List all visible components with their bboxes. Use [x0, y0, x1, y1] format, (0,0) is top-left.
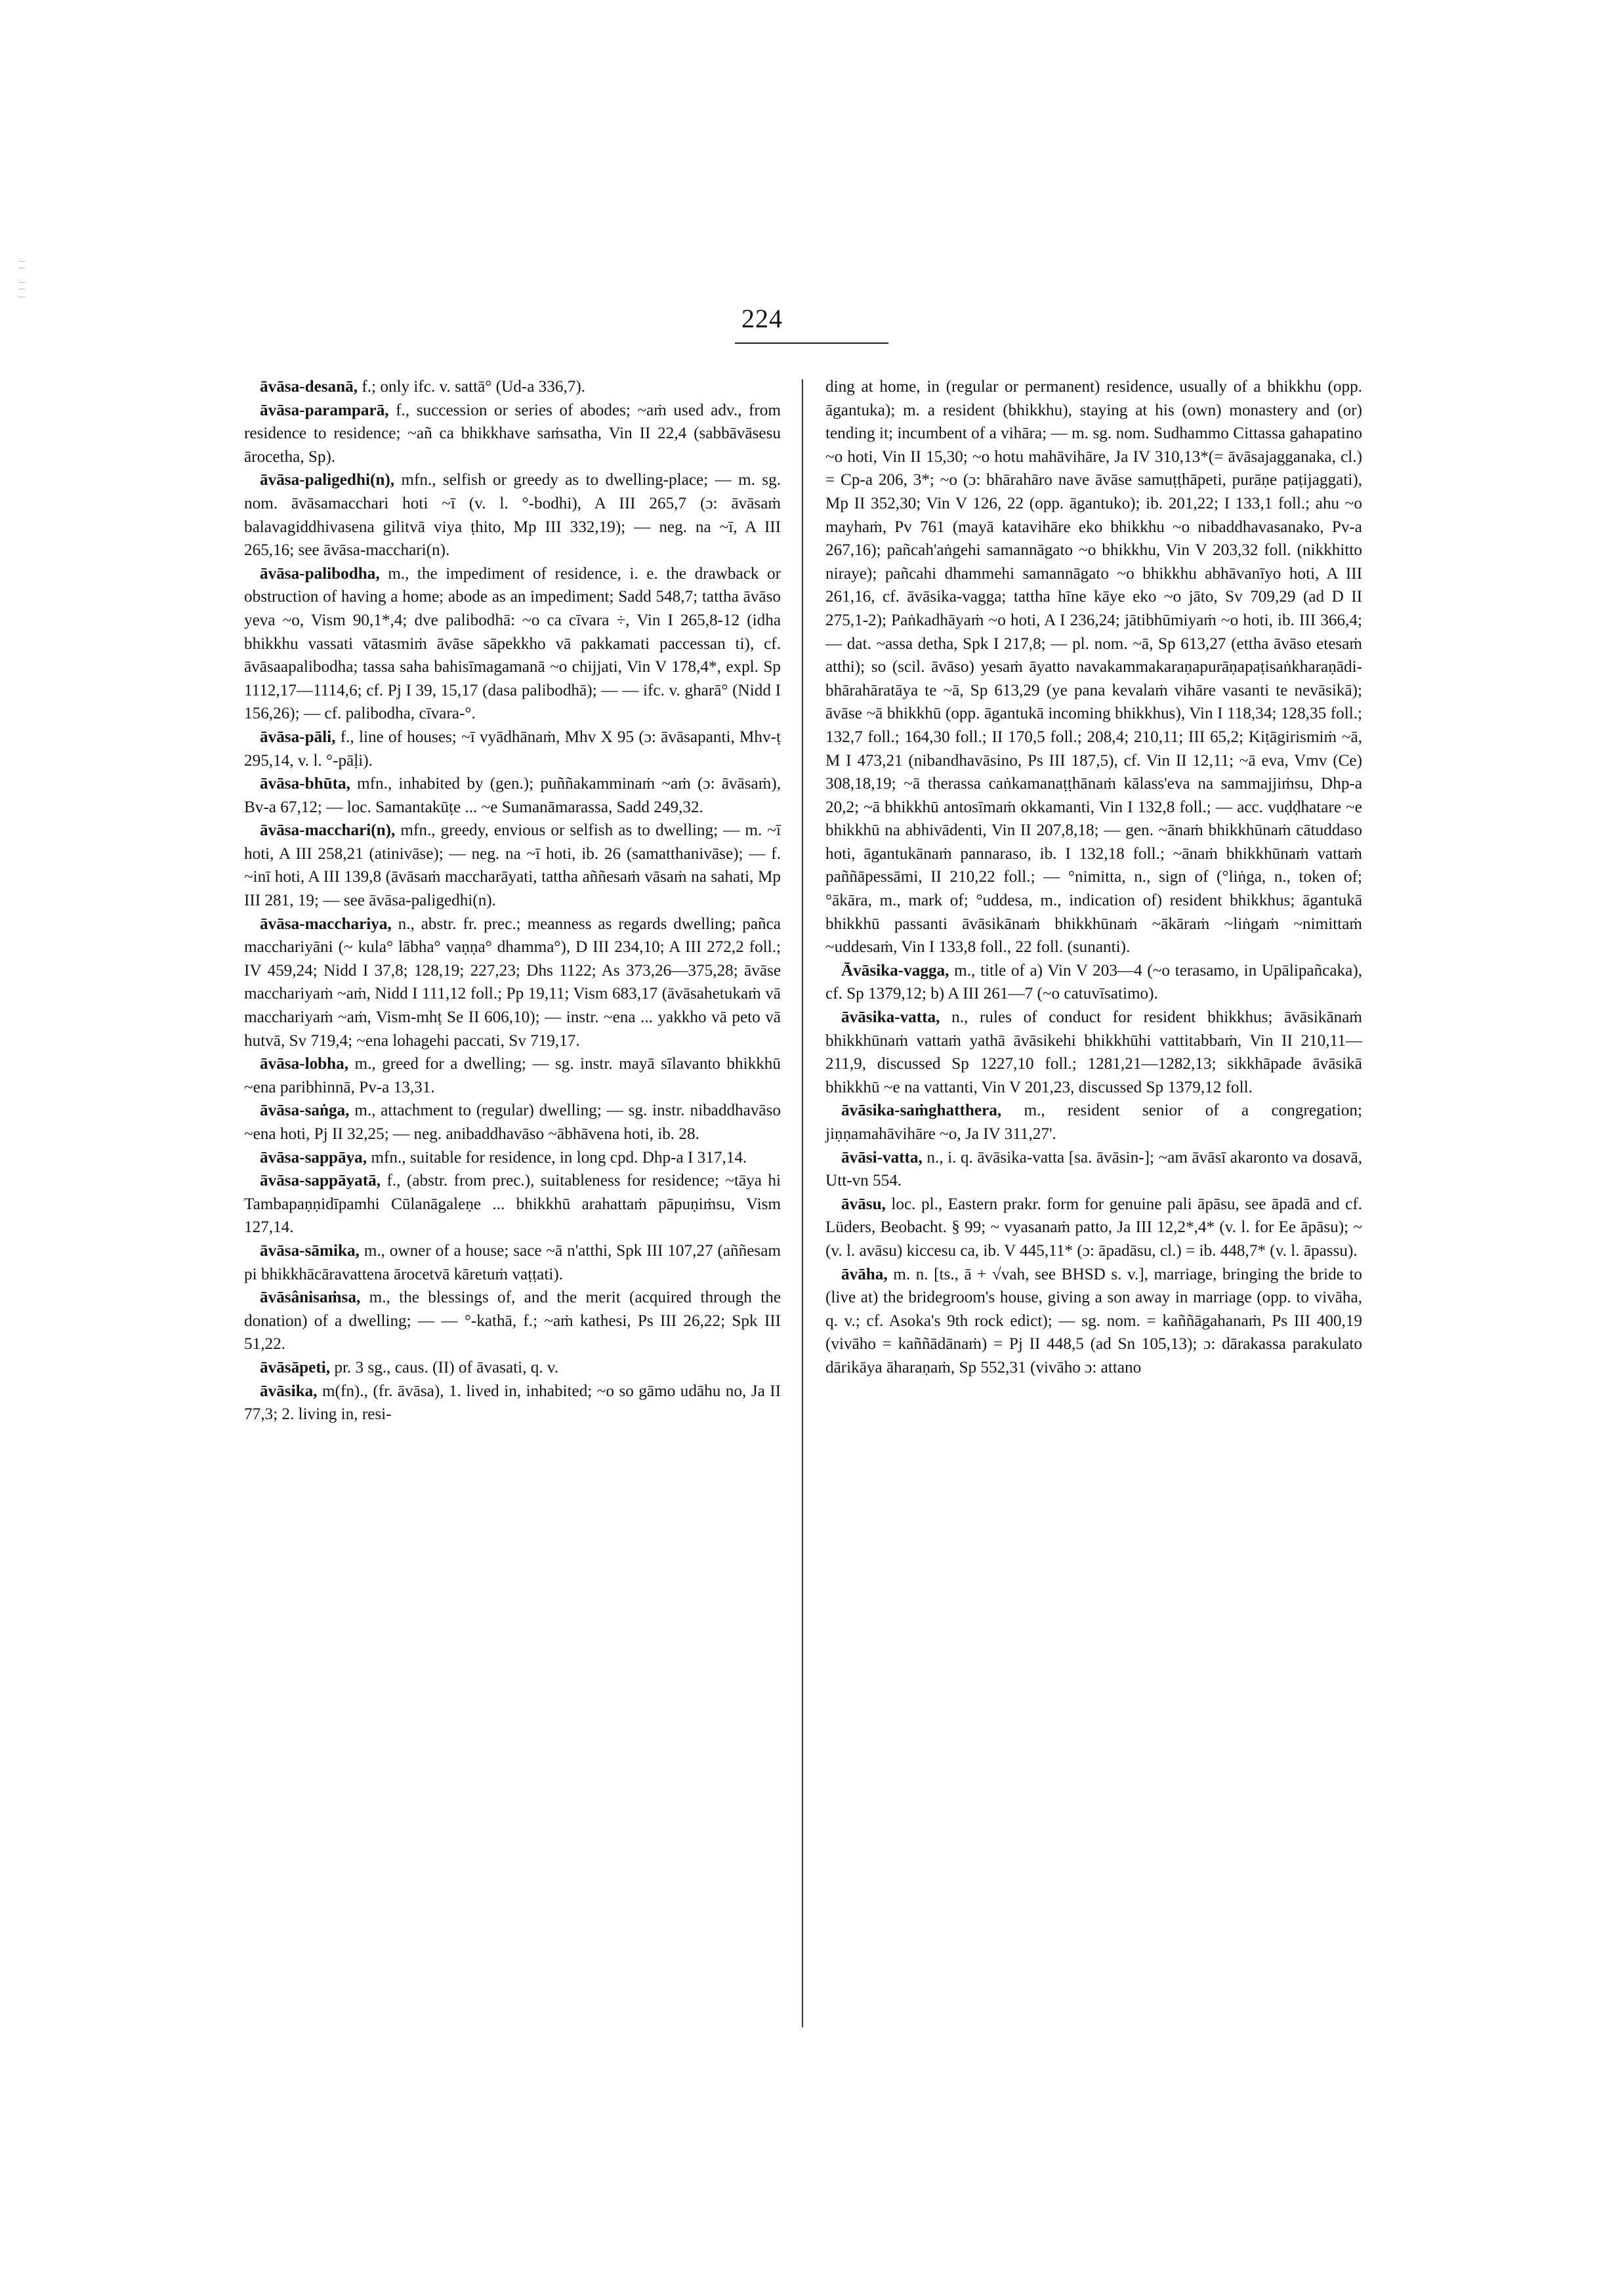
entry-headword: āvāsi-vatta,: [841, 1148, 923, 1167]
dictionary-entry: [244, 1286, 781, 1356]
entry-text: mfn., selfish or greedy as to dwelling-place; — m. sg. nom. āvāsamacchari hoti ~ī (v. l. °-bodhi), A III 265,7 (ɔ: āvāsaṁ balavagiddhivasena gilitvā viya ṭhito, Mp III 332,19); — neg. na ~ī, A III 265,16; see āvāsa-macchari(n).: [244, 471, 781, 560]
entry-text: n., i. q. āvāsika-vatta [sa. āvāsin-]; ~am āvāsī akaronto va dosavā, Utt-vn 554.: [825, 1148, 1362, 1190]
dictionary-entry: [825, 1193, 1362, 1263]
entry-headword: āvāha,: [841, 1265, 888, 1283]
entry-headword: āvāsa-paligedhi(n),: [260, 471, 395, 489]
dictionary-entry: [244, 772, 781, 819]
dictionary-entry: [244, 1052, 781, 1099]
entry-headword: āvāsu,: [841, 1195, 886, 1213]
entry-headword: āvāsa-saṅga,: [260, 1102, 350, 1120]
dictionary-entry: [825, 959, 1362, 1006]
entry-headword: āvāsa-sappāya,: [260, 1148, 367, 1167]
entry-headword: āvāsa-palibodha,: [260, 564, 380, 583]
entry-text: f., line of houses; ~ī vyādhānaṁ, Mhv X 95 (ɔ: āvāsapanti, Mhv-ṭ 295,14, v. l. °-pāḷi).: [244, 728, 781, 770]
entry-text: m(fn)., (fr. āvāsa), 1. lived in, inhabited; ~o so gāmo udāhu no, Ja II 77,3; 2. living in, resi-: [244, 1382, 781, 1424]
entry-headword: āvāsa-bhūta,: [260, 775, 350, 793]
dictionary-entry: [244, 468, 781, 562]
dictionary-entry: [244, 1380, 781, 1426]
entry-text: pr. 3 sg., caus. (II) of āvasati, q. v.: [330, 1358, 559, 1376]
entry-text: f., (abstr. from prec.), suitableness for residence; ~tāya hi Tambapaṇṇidīpamhi Cūlanāgaleṇe ... bhikkhū arahattaṁ pāpuṇiṁsu, Vism 127,14.: [244, 1172, 781, 1237]
entry-text: mfn., suitable for residence, in long cpd. Dhp-a I 317,14.: [367, 1148, 747, 1167]
dictionary-entry: [244, 1169, 781, 1239]
right-column: [825, 375, 1362, 1380]
entry-headword: āvāsa-macchari(n),: [260, 821, 396, 840]
dictionary-entry: [244, 726, 781, 772]
entry-text: mfn., greedy, envious or selfish as to dwelling; — m. ~ī hoti, A III 258,21 (atinivāse); — neg. na ~ī hoti, ib. 26 (samatthanivāse); — f. ~inī hoti, A III 139,8 (āvāsaṁ maccharāyati, tattha aññesaṁ vāsaṁ na sahati, Mp III 281, 19; — see āvāsa-paligedhi(n).: [244, 821, 781, 910]
entry-text: m., the impediment of residence, i. e. the drawback or obstruction of having a home; abode as an impediment; Sadd 548,7; tattha āvāso yeva ~o, Vism 90,1*,4; dve palibodhā: ~o ca cīvara ÷, Vin I 265,8-12 (idha bhikkhu vassati vātasmiṁ āvāse sāpekkho vā pakkamati paccessan ti), cf. āvāsaapalibodha; tassa saha bahisīmagamanā ~o chijjati, Vin V 178,4*, expl. Sp 1112,17—1114,6; cf. Pj I 39, 15,17 (dasa palibodhā); — — ifc. v. gharā° (Nidd I 156,26); — cf. palibodha, cīvara-°.: [244, 564, 781, 723]
page-number: 224: [741, 304, 783, 333]
entry-text: ding at home, in (regular or permanent) residence, usually of a bhikkhu (opp. āgantuka); m. a resident (bhikkhu), staying at his (own) monastery and (or) tending it; incumbent of a vihāra; — m. sg. nom. Sudhammo Cittassa gahapatino ~o hoti, Vin II 15,30; ~o hotu mahāvihāre, Ja IV 310,13*(= āvāsajagganaka, cl.) = Cp-a 206, 3*; ~o (ɔ: bhārahāro nave āvāse samuṭṭhāpeti, purāṇe paṭijaggati), Mp II 352,30; Vin V 126, 22 (opp. āgantuko); ib. 201,22; I 133,1 foll.; ahu ~o mayhaṁ, Pv 761 (mayā katavihāre eko bhikkhu ~o nibaddhavasanako, Pv-a 267,16); pañcah'aṅgehi samannāgato ~o bhikkhu, Vin V 203,32 foll. (nikkhitto niraye); pañcahi dhammehi samannāgato ~o bhikkhu abhāvanīyo hoti, A III 261,16, cf. āvāsika-vagga; tattha hīne kāye eko ~o jāto, Sv 709,29 (ad D II 275,1-2); Paṅkadhāyaṁ ~o hoti, A I 236,24; jātibhūmiyaṁ ~o hoti, ib. III 366,4; — dat. ~assa detha, Spk I 217,8; — pl. nom. ~ā, Sp 613,27 (ettha āvāso etesaṁ atthi); so (scil. āvāso) yesaṁ āyatto navakammakaraṇapurāṇapaṭisaṅkharaṇādi-bhārahāratāya te ~ā, Sp 613,29 (ye pana kevalaṁ vihāre vasanti te nevāsikā); āvāse ~ā bhikkhū (opp. āgantukā incoming bhikkhus), Vin I 118,34; 128,35 foll.; 132,7 foll.; 164,30 foll.; II 170,5 foll.; 208,4; 210,11; III 65,2; Kiṭāgirismiṁ ~ā, M I 473,21 (nibandhavāsino, Ps III 187,5), cf. Vin II 12,11; ~ā eva, Vmv (Ce) 308,18,19; ~ā therassa caṅkamanaṭṭhānaṁ kālass'eva na sammajjiṁsu, Dhp-a 20,2; ~ā bhikkhū antosīmaṁ okkamanti, Vin I 132,8 foll.; — acc. vuḍḍhatare ~e bhikkhū na abhivādenti, Vin II 207,8,18; — gen. ~ānaṁ bhikkhūnaṁ cātuddaso hoti, āgantukānaṁ pannaraso, ib. I 132,18 foll.; ~ānaṁ bhikkhūnaṁ vattaṁ paññāpessāmi, II 210,22 foll.; — °nimitta, n., sign of (°liṅga, n., token of; °ākāra, m., mark of; °uddesa, m., indication of) resident bhikkhus; āgantukā bhikkhū passanti āvāsikānaṁ bhikkhūnaṁ ~ākāraṁ ~liṅgaṁ ~nimittaṁ ~uddesaṁ, Vin I 133,8 foll., 22 foll. (sunanti).: [825, 378, 1362, 957]
entry-headword: āvāsika-saṁghatthera,: [841, 1102, 1002, 1120]
dictionary-entry: [244, 913, 781, 1053]
entry-headword: āvāsânisaṁsa,: [260, 1289, 361, 1307]
left-column: [244, 375, 781, 1426]
entry-text: f.; only ifc. v. sattā° (Ud-a 336,7).: [358, 378, 586, 396]
header-rule: [735, 342, 888, 344]
entry-text: m., title of a) Vin V 203—4 (~o terasamo, in Upālipañcaka), cf. Sp 1379,12; b) A III 261—7 (~o catuvīsatimo).: [825, 961, 1362, 1003]
dictionary-entry: [825, 1263, 1362, 1380]
entry-headword: āvāsa-lobha,: [260, 1055, 349, 1073]
dictionary-entry: [825, 1099, 1362, 1146]
dictionary-entry: [244, 1356, 781, 1380]
dictionary-entry: [244, 1146, 781, 1170]
dictionary-entry: [244, 399, 781, 469]
column-divider: [802, 379, 803, 2027]
entry-text: m. n. [ts., ā + √vah, see BHSD s. v.], marriage, bringing the bride to (live at) the bridegroom's house, giving a son away in marriage (opp. to vivāha, q. v.; cf. Asoka's 9th rock edict); — sg. nom. = kaññāgahanaṁ, Ps III 400,19 (vivāho = kaññādānaṁ) = Pj II 448,5 (ad Sn 105,13); ɔ: dārakassa parakulato dārikāya āharaṇaṁ, Sp 552,31 (vivāho ɔ: attano: [825, 1265, 1362, 1376]
dictionary-entry: [244, 819, 781, 912]
entry-text: n., abstr. fr. prec.; meanness as regards dwelling; pañca macchariyāni (~ kula° lābha° vaṇṇa° dhamma°), D III 234,10; A III 272,2 foll.; IV 459,24; Nidd I 37,8; 128,19; 227,23; Dhs 1122; As 373,26—375,28; āvāse macchariyaṁ ~aṁ, Nidd I 111,12 foll.; Pp 19,11; Vism 683,17 (āvāsahetukaṁ vā macchariyaṁ ~aṁ, Vism-mhṭ Se II 606,10); — instr. ~ena ... yakkho vā peto vā hutvā, Sv 719,4; ~ena lohagehi paccati, Sv 719,17.: [244, 915, 781, 1050]
dictionary-entry: [244, 562, 781, 726]
entry-headword: āvāsa-sāmika,: [260, 1241, 360, 1260]
entry-headword: āvāsa-sappāyatā,: [260, 1172, 381, 1190]
entry-headword: āvāsika-vatta,: [841, 1008, 940, 1027]
dictionary-entry: [244, 1239, 781, 1286]
entry-text: m., attachment to (regular) dwelling; — sg. instr. nibaddhavāso ~ena hoti, Pj II 32,25; — neg. anibaddhavāso ~ābhāvena hoti, ib. 28.: [244, 1102, 781, 1143]
entry-headword: āvāsa-desanā,: [260, 378, 358, 396]
entry-text: m., the blessings of, and the merit (acquired through the donation) of a dwelling; — — °-kathā, f.; ~aṁ kathesi, Ps III 26,22; Spk III 51,22.: [244, 1289, 781, 1354]
entry-headword: āvāsa-paramparā,: [260, 401, 389, 419]
entry-headword: āvāsāpeti,: [260, 1358, 331, 1376]
entry-text: m., greed for a dwelling; — sg. instr. mayā sīlavanto bhikkhū ~ena paribhinnā, Pv-a 13,31.: [244, 1055, 781, 1096]
entry-text: m., owner of a house; sace ~ā n'atthi, Spk III 107,27 (aññesam pi bhikkhācāravattena ārocetvā kāretuṁ vaṭṭati).: [244, 1241, 781, 1283]
entry-text: m., resident senior of a congregation; jiṇṇamahāvihāre ~o, Ja IV 311,27'.: [825, 1102, 1362, 1143]
dictionary-entry: [825, 1146, 1362, 1193]
dictionary-entry: [825, 375, 1362, 959]
entry-text: f., succession or series of abodes; ~aṁ used adv., from residence to residence; ~añ ca bhikkhave saṁsatha, Vin II 22,4 (sabbāvāsesu ārocetha, Sp).: [244, 401, 781, 466]
dictionary-entry: [244, 375, 781, 399]
entry-text: n., rules of conduct for resident bhikkhus; āvāsikānaṁ bhikkhūnaṁ vattaṁ yathā āvāsikehi bhikkhūhi vattitabbaṁ, Vin II 210,11—211,9, discussed Sp 1227,10 foll.; 1281,21—1282,13; sikkhāpade āvāsikā bhikkhū ~e na vattanti, Vin V 201,23, discussed Sp 1379,12 foll.: [825, 1008, 1362, 1096]
entry-text: mfn., inhabited by (gen.); puññakamminaṁ ~aṁ (ɔ: āvāsaṁ), Bv-a 67,12; — loc. Samantakūṭe ... ~e Sumanāmarassa, Sadd 249,32.: [244, 775, 781, 816]
entry-headword: āvāsa-macchariya,: [260, 915, 392, 933]
entry-headword: āvāsa-pāli,: [260, 728, 336, 746]
entry-headword: Āvāsika-vagga,: [841, 961, 949, 980]
dictionary-entry: [244, 1099, 781, 1146]
dictionary-entry: [825, 1006, 1362, 1099]
entry-headword: āvāsika,: [260, 1382, 318, 1400]
entry-text: loc. pl., Eastern prakr. form for genuine pali āpāsu, see āpadā and cf. Lüders, Beobacht. § 99; ~ vyasanaṁ patto, Ja III 12,2*,4* (v. l. for Ee āpāsu); ~ (v. l. avāsu) kiccesu ca, ib. V 445,11* (ɔ: āpadāsu, cl.) = ib. 448,7* (v. l. āpassu).: [825, 1195, 1362, 1260]
